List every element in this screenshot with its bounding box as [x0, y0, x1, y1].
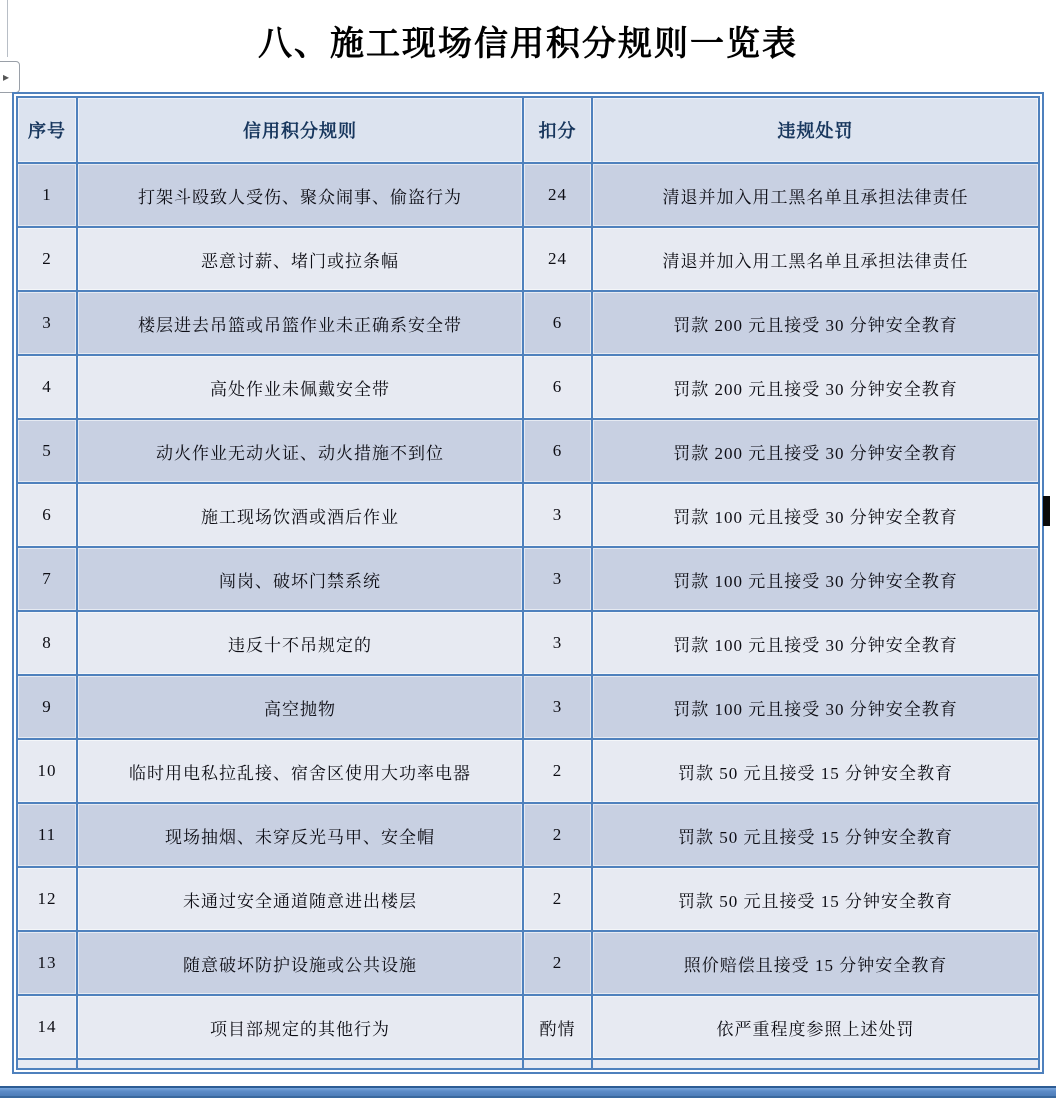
cell-deduction: 24 [523, 227, 592, 291]
cell-no: 11 [17, 803, 77, 867]
cell-penalty: 罚款 200 元且接受 30 分钟安全教育 [592, 291, 1039, 355]
cell-rule: 临时用电私拉乱接、宿舍区使用大功率电器 [77, 739, 523, 803]
chevron-right-icon: ▸ [2, 70, 10, 84]
cell-rule: 打架斗殴致人受伤、聚众闹事、偷盗行为 [77, 163, 523, 227]
cell-no: 9 [17, 675, 77, 739]
cell-rule: 高处作业未佩戴安全带 [77, 355, 523, 419]
table-row [17, 931, 1039, 995]
cell-deduction: 3 [523, 675, 592, 739]
cell-deduction: 6 [523, 291, 592, 355]
cell-penalty: 罚款 50 元且接受 15 分钟安全教育 [592, 739, 1039, 803]
cell-rule: 高空抛物 [77, 675, 523, 739]
cell-deduction: 24 [523, 163, 592, 227]
header-penalty: 违规处罚 [592, 97, 1039, 163]
cell-no: 14 [17, 995, 77, 1059]
cell-no: 10 [17, 739, 77, 803]
panel-expand-button[interactable] [0, 61, 20, 93]
cell-deduction: 2 [523, 931, 592, 995]
stub-cell [17, 1059, 77, 1069]
table-stub-row [17, 1059, 1039, 1069]
table-row [17, 483, 1039, 547]
cell-deduction: 2 [523, 803, 592, 867]
cell-penalty: 清退并加入用工黑名单且承担法律责任 [592, 227, 1039, 291]
horizontal-scrollbar[interactable] [0, 1086, 1056, 1098]
cell-penalty: 清退并加入用工黑名单且承担法律责任 [592, 163, 1039, 227]
cell-rule: 项目部规定的其他行为 [77, 995, 523, 1059]
cell-rule: 施工现场饮酒或酒后作业 [77, 483, 523, 547]
cell-rule: 违反十不吊规定的 [77, 611, 523, 675]
cell-no: 4 [17, 355, 77, 419]
table-row [17, 291, 1039, 355]
cell-rule: 闯岗、破坏门禁系统 [77, 547, 523, 611]
table-row [17, 547, 1039, 611]
table-row [17, 867, 1039, 931]
cell-penalty: 罚款 100 元且接受 30 分钟安全教育 [592, 611, 1039, 675]
cell-deduction: 3 [523, 547, 592, 611]
header-rule: 信用积分规则 [77, 97, 523, 163]
stub-cell [592, 1059, 1039, 1069]
cell-no: 8 [17, 611, 77, 675]
cell-no: 12 [17, 867, 77, 931]
table-row [17, 675, 1039, 739]
table-row [17, 355, 1039, 419]
cell-rule: 楼层进去吊篮或吊篮作业未正确系安全带 [77, 291, 523, 355]
cell-no: 13 [17, 931, 77, 995]
cell-no: 2 [17, 227, 77, 291]
cell-deduction: 6 [523, 355, 592, 419]
cell-no: 1 [17, 163, 77, 227]
cell-deduction: 2 [523, 739, 592, 803]
table-row [17, 995, 1039, 1059]
cell-rule: 恶意讨薪、堵门或拉条幅 [77, 227, 523, 291]
cell-deduction: 3 [523, 611, 592, 675]
cell-no: 5 [17, 419, 77, 483]
cell-penalty: 罚款 100 元且接受 30 分钟安全教育 [592, 675, 1039, 739]
header-deduction: 扣分 [523, 97, 592, 163]
cell-rule: 现场抽烟、未穿反光马甲、安全帽 [77, 803, 523, 867]
stub-cell [523, 1059, 592, 1069]
cell-penalty: 罚款 50 元且接受 15 分钟安全教育 [592, 867, 1039, 931]
cell-rule: 未通过安全通道随意进出楼层 [77, 867, 523, 931]
credit-rules-table [16, 96, 1040, 1070]
cell-no: 7 [17, 547, 77, 611]
stub-cell [77, 1059, 523, 1069]
cell-rule: 随意破坏防护设施或公共设施 [77, 931, 523, 995]
table-row [17, 419, 1039, 483]
cell-deduction: 酌情 [523, 995, 592, 1059]
table-row [17, 227, 1039, 291]
cell-deduction: 2 [523, 867, 592, 931]
cell-deduction: 3 [523, 483, 592, 547]
cell-penalty: 依严重程度参照上述处罚 [592, 995, 1039, 1059]
cell-penalty: 罚款 200 元且接受 30 分钟安全教育 [592, 355, 1039, 419]
page-title: 八、施工现场信用积分规则一览表 [258, 25, 798, 63]
cell-penalty: 照价赔偿且接受 15 分钟安全教育 [592, 931, 1039, 995]
table-row [17, 163, 1039, 227]
text-cursor-mark [1043, 496, 1050, 526]
cell-penalty: 罚款 50 元且接受 15 分钟安全教育 [592, 803, 1039, 867]
cell-rule: 动火作业无动火证、动火措施不到位 [77, 419, 523, 483]
cell-no: 3 [17, 291, 77, 355]
rules-table-container [12, 92, 1044, 1074]
cell-penalty: 罚款 200 元且接受 30 分钟安全教育 [592, 419, 1039, 483]
table-row [17, 803, 1039, 867]
table-header-row [17, 97, 1039, 163]
cell-deduction: 6 [523, 419, 592, 483]
table-row [17, 739, 1039, 803]
cell-no: 6 [17, 483, 77, 547]
table-row [17, 611, 1039, 675]
header-no: 序号 [17, 97, 77, 163]
cell-penalty: 罚款 100 元且接受 30 分钟安全教育 [592, 547, 1039, 611]
cell-penalty: 罚款 100 元且接受 30 分钟安全教育 [592, 483, 1039, 547]
